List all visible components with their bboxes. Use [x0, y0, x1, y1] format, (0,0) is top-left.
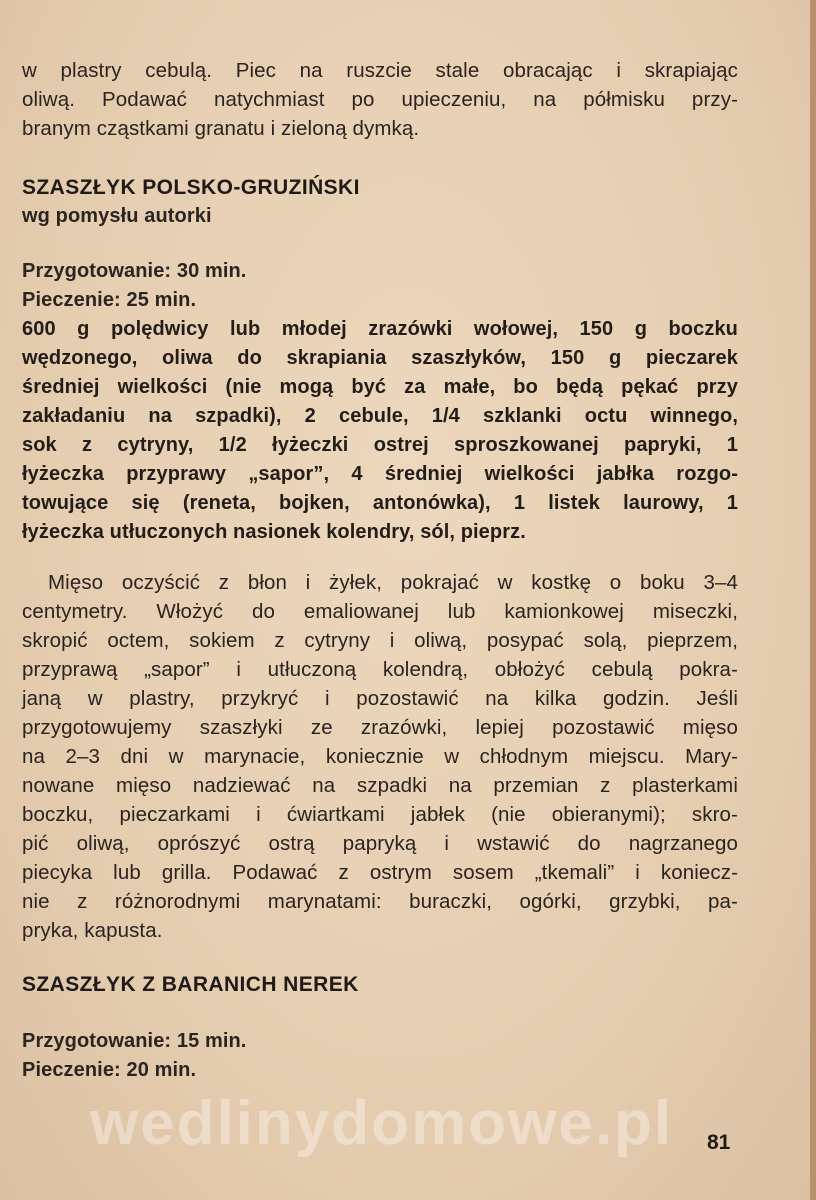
intro-paragraph	[22, 56, 738, 143]
ingredient-line: średniej wielkości (nie mogą być za małe, bo będą pękać przy	[22, 376, 738, 398]
ingredient-line: towujące się (reneta, bojken, antonówka), 1 listek laurowy, 1	[22, 492, 738, 514]
recipe-1-ingredients	[22, 257, 738, 547]
method-line: pić oliwą, oprószyć ostrą papryką i wstawić do nagrzanego	[22, 832, 738, 855]
ingredient-line: sok z cytryny, 1/2 łyżeczki ostrej sproszkowanej papryki, 1	[22, 434, 738, 456]
ingredient-line: łyżeczka przyprawy „sapor”, 4 średniej wielkości jabłka rozgo-	[22, 463, 738, 485]
method-line: przyprawą „sapor” i utłuczoną kolendrą, obłożyć cebulą pokra-	[22, 658, 738, 681]
method-line: janą w plastry, przykryć i pozostawić na kilka godzin. Jeśli	[22, 687, 738, 710]
ingredient-line: 600 g polędwicy lub młodej zrazówki wołowej, 150 g boczku	[22, 318, 738, 340]
watermark: wedlinydomowe.pl	[90, 1089, 674, 1158]
bake-time: Pieczenie: 25 min.	[22, 289, 197, 311]
text-line: oliwą. Podawać natychmiast po upieczeniu, na półmisku przy-	[22, 88, 738, 111]
method-line: skropić octem, sokiem z cytryny i oliwą, posypać solą, pieprzem,	[22, 629, 738, 652]
text-line: w plastry cebulą. Piec na ruszcie stale obracając i skrapiając	[22, 59, 738, 82]
recipe-2-times	[22, 1027, 738, 1085]
recipe-1-method	[22, 568, 738, 945]
bake-time: Pieczenie: 20 min.	[22, 1059, 197, 1081]
method-line: na 2–3 dni w marynacie, koniecznie w chłodnym miejscu. Mary-	[22, 745, 738, 768]
ingredient-line: zakładaniu na szpadki), 2 cebule, 1/4 szklanki octu winnego,	[22, 405, 738, 427]
recipe-title: SZASZŁYK POLSKO-GRUZIŃSKI	[22, 176, 360, 199]
method-line: nowane mięso nadziewać na szpadki na przemian z plasterkami	[22, 774, 738, 797]
method-line: pryka, kapusta.	[22, 919, 163, 942]
method-line: piecyka lub grilla. Podawać z ostrym sosem „tkemali” i koniecz-	[22, 861, 738, 884]
recipe-subtitle: wg pomysłu autorki	[22, 205, 212, 227]
method-line: Mięso oczyścić z błon i żyłek, pokrajać w kostkę o boku 3–4	[48, 571, 738, 594]
method-line: centymetry. Włożyć do emaliowanej lub kamionkowej miseczki,	[22, 600, 738, 623]
method-line: boczku, pieczarkami i ćwiartkami jabłek (nie obieranymi); skro-	[22, 803, 738, 826]
recipe-2-header	[22, 970, 738, 999]
method-line: nie z różnorodnymi marynatami: buraczki, ogórki, grzybki, pa-	[22, 890, 738, 913]
prep-time: Przygotowanie: 30 min.	[22, 260, 247, 282]
text-line: branym cząstkami granatu i zieloną dymką.	[22, 117, 420, 140]
recipe-1-header	[22, 173, 738, 231]
ingredient-line: wędzonego, oliwa do skrapiania szaszłyków, 150 g pieczarek	[22, 347, 738, 369]
prep-time: Przygotowanie: 15 min.	[22, 1030, 247, 1052]
recipe-title: SZASZŁYK Z BARANICH NEREK	[22, 973, 359, 996]
method-line: przygotowujemy szaszłyki ze zrazówki, lepiej pozostawić mięso	[22, 716, 738, 739]
page-number: 81	[707, 1131, 731, 1154]
ingredient-line: łyżeczka utłuczonych nasionek kolendry, sól, pieprz.	[22, 521, 526, 543]
page-edge	[810, 0, 816, 1200]
